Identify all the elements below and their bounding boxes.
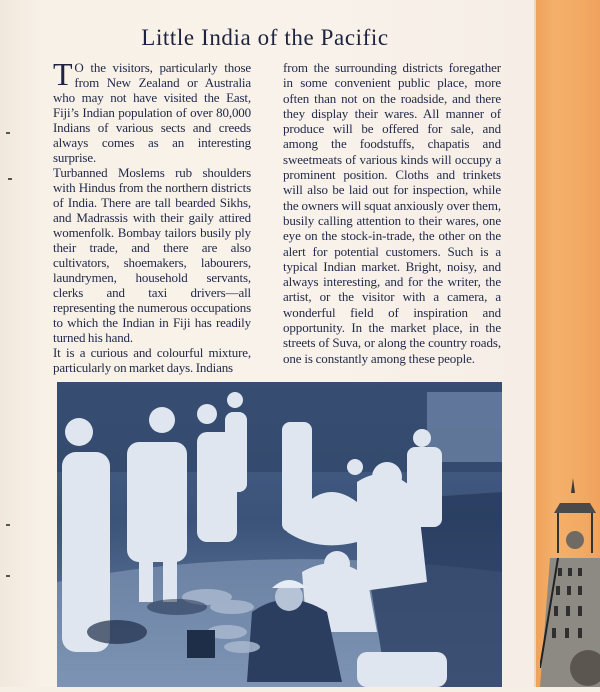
margin-mark [8, 178, 12, 180]
paragraph [53, 56, 251, 165]
paragraph: from the surrounding districts foregather in some convenient public place, more often than not on the roadside, and there they display their wares. All manner of produce will be offered for sale, and among the foodstuffs, chapatis and sweetmeats of various kinds will occupy a prominent position. Cloths and trinkets will also be laid out for inspection, while the owners will squat anxiously over them, busily calling attention to their wares, one eye on the stock-in-trade, the other on the alert for potential customers. Such is a typical Indian market. Bright, noisy, and always interesting, and for the writer, the artist, or the visitor with a camera, a wonderful field of inspiration and opportunity. In the market place, in the streets of Suva, or along the country roads, one is constantly among these people. [283, 60, 501, 366]
paragraph: Turbanned Moslems rub shoulders with Hindus from the northern districts of India. There are tall bearded Sikhs, and Madrassis with their gaily attired womenfolk. Bombay tailors busily ply their trade, and there are also cultivators, shoemakers, labourers, laundrymen, household servants, clerks and taxi drivers—all representing the numerous occupations to which the Indian in Fiji has readily turned his hand. [53, 165, 251, 345]
margin-mark [6, 132, 10, 134]
market-photograph [57, 382, 502, 687]
paragraph: It is a curious and colourful mixture, particularly on market days. Indians [53, 345, 251, 375]
temple-illustration [540, 478, 600, 687]
article-title: Little India of the Pacific [141, 25, 389, 50]
market-scene-illustration [57, 382, 502, 687]
drop-cap: T [53, 56, 73, 92]
margin-mark [6, 524, 10, 526]
paragraph-text: O the visitors, particularly those from New Zealand or Australia who may not have visited the East, Fiji’s Indian population of over 80,000 Indians of various sects and creeds always comes as an interesting surprise. [53, 60, 251, 165]
margin-mark [6, 575, 10, 577]
article-column-right [283, 60, 501, 366]
article-column-left [53, 56, 251, 375]
